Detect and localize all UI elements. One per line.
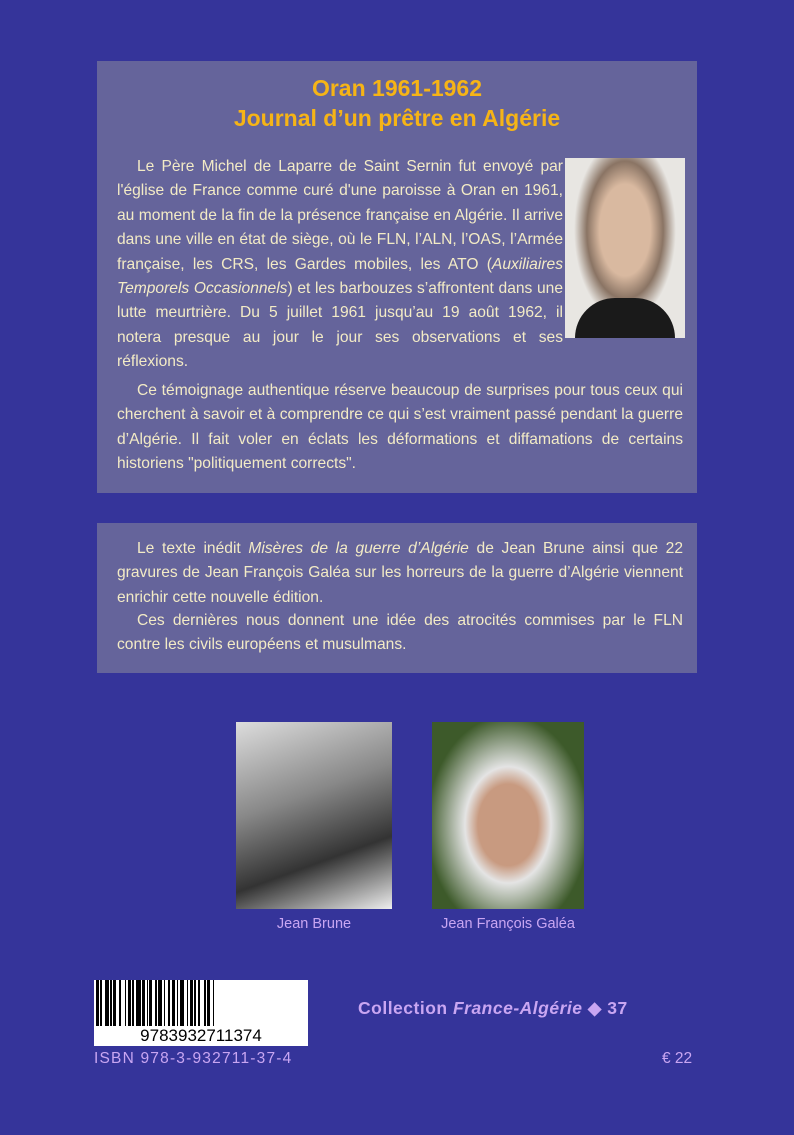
barcode-bar bbox=[214, 980, 215, 1026]
text: ) et les barbouzes s’affrontent dans une lutte meurtrière. Du 5 juillet 1961 jusqu’au 19 août 1962, il notera presque au jour le jour ses observations et ses réflexions. bbox=[117, 280, 563, 371]
text: Le texte inédit bbox=[137, 540, 249, 557]
edition-paragraph bbox=[117, 537, 683, 610]
author-photo-priest bbox=[565, 158, 685, 338]
italic-text: Misères de la guerre d’Algérie bbox=[248, 540, 469, 557]
photo-jean-brune bbox=[236, 722, 392, 909]
testimony-paragraph: Ce témoignage authentique réserve beaucoup de surprises pour tous ceux qui cherchent à savoir et à comprendre ce qui s’est vraiment passé pendant la guerre d’Algérie. Il fait voler en éclats les déformations et diffamations de certains historiens "politiquement corrects". bbox=[117, 382, 683, 473]
price: € 22 bbox=[662, 1050, 693, 1067]
caption-jean-francois-galea: Jean François Galéa bbox=[441, 916, 575, 932]
text: Collection bbox=[358, 998, 453, 1018]
diamond-icon: ◆ bbox=[587, 998, 602, 1018]
text: Le Père Michel de Laparre de Saint Sernin fut envoyé par l'église de France comme curé d'une paroisse à Oran en 1961, au moment de la fin de la présence française en Algérie. Il arrive dans une ville en état de siège, où le FLN, l’ALN, l’OAS, l’Armée française, les CRS, les Gardes mobiles, les ATO ( bbox=[117, 158, 563, 273]
photo-jean-francois-galea bbox=[432, 722, 584, 909]
barcode bbox=[94, 980, 308, 1046]
barcode-number: 9783932711374 bbox=[140, 1026, 262, 1045]
collection-name: France-Algérie bbox=[452, 998, 583, 1018]
edition-panel bbox=[97, 523, 697, 673]
book-title: Oran 1961-1962 bbox=[311, 75, 483, 101]
book-subtitle: Journal d’un prêtre en Algérie bbox=[233, 105, 561, 131]
description-panel bbox=[97, 61, 697, 493]
collection-number: 37 bbox=[607, 998, 628, 1018]
isbn: ISBN 978-3-932711-37-4 bbox=[94, 1050, 293, 1067]
barcode-bars bbox=[96, 980, 306, 1026]
summary-paragraph bbox=[117, 155, 563, 375]
italic-text: Auxiliaires Temporels Occasionnels bbox=[117, 255, 563, 298]
collection-label bbox=[358, 998, 628, 1019]
atrocities-paragraph: Ces dernières nous donnent une idée des atrocités commises par le FLN contre les civils européens et musulmans. bbox=[117, 612, 683, 654]
text: de Jean Brune ainsi que 22 gravures de Jean François Galéa sur les horreurs de la guerre d’Algérie viennent enrichir cette nouvelle édition. bbox=[117, 540, 683, 606]
caption-jean-brune: Jean Brune bbox=[276, 916, 352, 932]
